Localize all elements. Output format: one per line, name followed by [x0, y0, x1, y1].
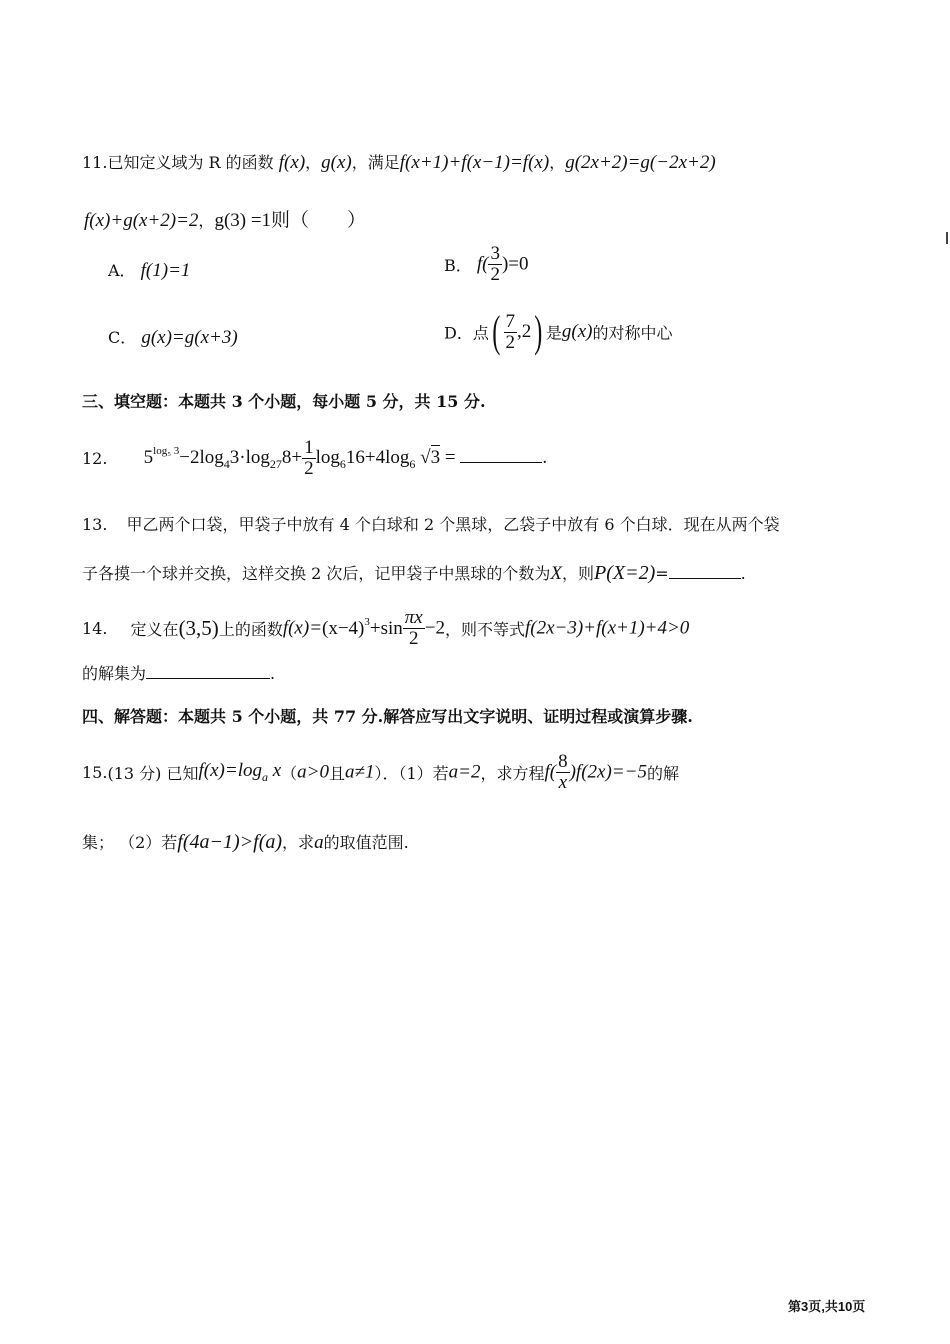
q12-base5: 5 — [143, 446, 154, 468]
q11-option-c — [108, 325, 238, 349]
q15-fx-def: f(x)=log — [198, 759, 262, 781]
q11-stem: 已知定义域为 R 的函数 — [107, 153, 274, 172]
q15-sub-a: a — [261, 769, 268, 784]
q15-f-open: f( — [544, 761, 557, 783]
q12-period: . — [542, 447, 548, 469]
q15-cond-open: （ — [281, 763, 298, 783]
q14-cube-base: (x−4) — [322, 618, 365, 640]
q15-f-rest: )f(2x)=−5 — [569, 761, 647, 783]
q11-gx: g(x) — [321, 152, 352, 173]
q11-comma: ， — [305, 153, 322, 172]
q15-part2: （2）若 — [119, 833, 178, 852]
q15-cond1: a>0 — [297, 761, 329, 783]
q11-option-b — [444, 244, 529, 285]
q12-part2: 3·log — [229, 446, 270, 468]
q11-option-a — [108, 258, 190, 282]
q11-eq1: f(x+1)+f(x−1)=f(x) — [399, 152, 550, 173]
q12-part3: 8+ — [281, 446, 303, 468]
q13-text1: 甲乙两个口袋，甲袋子中放有 4 个白球和 2 个黑球，乙袋子中放有 6 个白球．现在从两个袋 — [126, 515, 780, 534]
q14-interval: (3,5) — [178, 615, 219, 640]
q14-pix: πx — [404, 607, 423, 628]
option-b-fraction — [488, 244, 502, 285]
q14-inequality: f(2x−3)+f(x+1)+4>0 — [524, 617, 690, 639]
q14-on: 上的函数 — [218, 619, 283, 639]
q12-equals: = — [444, 447, 456, 469]
q12-number: 12. — [82, 448, 108, 468]
option-a-math: f(1)=1 — [140, 260, 191, 281]
q15-range: 的取值范围. — [323, 833, 409, 852]
q12-sqrt-radicand: 3 — [430, 447, 441, 469]
q15-a2: a=2 — [448, 761, 481, 783]
q12-expr — [143, 444, 303, 471]
q15-fraction — [556, 752, 570, 793]
q13-probability: P(X=2) — [593, 562, 656, 584]
q12-half-num: 1 — [304, 437, 314, 458]
q15-number: 15. — [82, 762, 108, 782]
q15-find: ，求 — [282, 833, 315, 852]
q15-denx: x — [558, 771, 568, 793]
option-d-is: 是 — [545, 323, 562, 343]
option-d-right-paren: ) — [534, 307, 543, 356]
q12-part5: 16+4log — [345, 447, 410, 469]
q14-minus2: −2 — [424, 617, 445, 639]
option-d-fraction — [504, 312, 518, 353]
q11-eq3: f(x)+g(x+2)=2 — [84, 210, 199, 231]
q14-lead: 定义在 — [130, 619, 179, 639]
q11-g3: g(3) =1则（ ） — [214, 210, 367, 231]
q12-half-den: 2 — [304, 457, 314, 479]
option-b-numerator: 3 — [490, 243, 500, 264]
q13-answer-blank[interactable] — [669, 560, 741, 579]
q14-then: ，则不等式 — [444, 619, 525, 639]
q11-line1 — [82, 150, 716, 174]
q15-line2 — [82, 830, 409, 854]
q11-number: 11. — [82, 153, 108, 172]
q12-expr2 — [315, 447, 548, 472]
option-d-left-paren: ( — [492, 307, 501, 356]
sqrt-icon: √ — [420, 447, 431, 469]
q14-answer-blank[interactable] — [146, 660, 270, 679]
q14-number: 14. — [82, 618, 108, 638]
section-4-title: 四、解答题：本题共 5 个小题，共 77 分.解答应写出文字说明、证明过程或演算步骤. — [82, 707, 693, 726]
option-c-math: g(x)=g(x+3) — [141, 327, 238, 348]
q15-inequality: f(4a−1)>f(a) — [177, 831, 283, 853]
q15-line2-start: 集； — [82, 833, 115, 852]
q13-line1 — [82, 512, 780, 535]
q11-satisfy: ，满足 — [351, 153, 400, 172]
q15-solve: ，求方程 — [480, 763, 545, 783]
q15-num8: 8 — [558, 751, 568, 772]
q15-known: 已知 — [166, 763, 199, 783]
option-b-f: f( — [476, 253, 489, 275]
option-d-rest: 的对称中心 — [592, 323, 673, 343]
q13-text2: 子各摸一个球并交换，这样交换 2 次后，记甲袋子中黑球的个数为 — [82, 564, 551, 583]
q12-answer-blank[interactable] — [460, 444, 542, 463]
q12-sub27: 27 — [269, 456, 282, 471]
q15-score: (13 分) — [107, 763, 162, 783]
q15-and: 且 — [329, 763, 346, 783]
q14-period: . — [270, 664, 276, 683]
q12-exponent: log₅ 3 — [153, 444, 180, 457]
q12-sub4: 4 — [223, 456, 230, 471]
option-d-comma2: ,2 — [517, 321, 532, 342]
q14-fx: f(x)= — [282, 617, 323, 639]
q14-text2: 的解集为 — [82, 664, 147, 683]
option-c-label: C． — [108, 328, 137, 347]
q12-line — [82, 438, 547, 479]
q14-exponent: 3 — [364, 616, 370, 629]
q11-eq2: g(2x+2)=g(−2x+2) — [565, 152, 716, 173]
q12-sub6b: 6 — [409, 457, 416, 472]
option-d-label: D．点 — [444, 323, 489, 343]
option-b-denominator: 2 — [490, 263, 500, 285]
option-b-rest: )=0 — [501, 253, 529, 275]
q15-a: a — [314, 832, 324, 853]
q13-period: . — [740, 564, 746, 583]
q15-x: x — [272, 759, 282, 781]
option-d-denominator: 2 — [505, 331, 515, 353]
q12-part1: −2log — [179, 446, 224, 468]
option-d-numerator: 7 — [505, 310, 515, 332]
q12-part4: log — [315, 447, 340, 469]
q12-sub6a: 6 — [339, 457, 346, 472]
q12-half — [302, 438, 316, 479]
edge-mark — [946, 232, 948, 244]
q15-line1 — [82, 752, 679, 793]
q13-line2 — [82, 560, 746, 585]
q15-cond2: a≠1 — [345, 761, 375, 783]
option-d-gx: g(x) — [561, 321, 593, 342]
q15-cond-close: ）． — [374, 763, 399, 783]
q14-plus-sin: +sin — [369, 618, 403, 640]
q11-fx: f(x) — [278, 152, 306, 173]
q15-of-sol: 的解 — [646, 763, 679, 783]
q11-line2 — [84, 205, 366, 232]
q14-fraction — [403, 608, 425, 649]
q11-comma3: ， — [549, 153, 566, 172]
q14-line1 — [82, 608, 689, 649]
q15-part1: （1）若 — [398, 763, 449, 783]
q14-line2 — [82, 660, 275, 684]
section-3-title: 三、填空题：本题共 3 个小题，每小题 5 分，共 15 分. — [82, 392, 486, 411]
option-a-label: A． — [108, 261, 136, 280]
page-footer: 第3页,共10页 — [788, 1299, 866, 1314]
q13-equals: = — [655, 564, 669, 583]
q13-number: 13. — [82, 515, 108, 534]
option-b-label: B． — [444, 255, 472, 275]
q14-den2: 2 — [409, 627, 419, 649]
q13-then: ，则 — [561, 564, 594, 583]
q11-option-d — [444, 307, 673, 356]
q13-x: X — [550, 563, 562, 584]
q11-comma4: ， — [198, 211, 215, 230]
